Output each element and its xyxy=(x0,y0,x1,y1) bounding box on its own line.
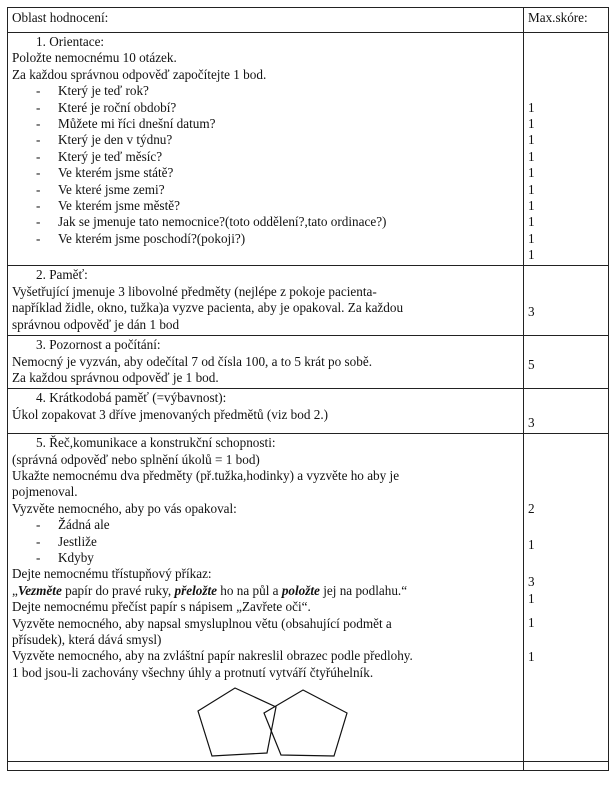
repeat-word: - Kdyby xyxy=(36,549,94,565)
area-header: Oblast hodnocení: xyxy=(8,8,524,33)
section-text: Vyšetřující jmenuje 3 libovolné předměty (nejlépe z pokoje pacienta- xyxy=(12,283,377,299)
score-value: 1 xyxy=(528,214,535,230)
score-value: 1 xyxy=(528,649,535,665)
section-text: Za každou správnou odpověď započítejte 1 bod. xyxy=(12,66,267,82)
section-text: Ukažte nemocnému dva předměty (př.tužka,hodinky) a vyzvěte ho aby je xyxy=(12,467,400,483)
score-value: 1 xyxy=(528,132,535,148)
section-title: 4. Krátkodobá paměť (=výbavnost): xyxy=(36,390,227,406)
assessment-table xyxy=(7,7,609,771)
pentagon-right xyxy=(264,690,347,756)
section-text: Dejte nemocnému třístupňový příkaz: xyxy=(12,566,212,582)
section-short-memory xyxy=(8,389,609,434)
table-continuation xyxy=(8,762,609,771)
intersecting-pentagons-figure xyxy=(195,685,355,759)
section-memory xyxy=(8,266,609,336)
pentagon-left xyxy=(198,688,276,756)
score-value: 3 xyxy=(528,414,535,430)
score-value: 1 xyxy=(528,115,535,131)
score-value: 1 xyxy=(528,181,535,197)
question-item: - Ve kterém jsme poschodí?(pokoji?) xyxy=(36,230,246,246)
section-text: Vyzvěte nemocného, aby po vás opakoval: xyxy=(12,500,237,516)
question-item: - Který je den v týdnu? xyxy=(36,132,173,148)
section-title: 1. Orientace: xyxy=(36,34,105,49)
section-text: Za každou správnou odpověď je 1 bod. xyxy=(12,369,219,385)
score-value: 1 xyxy=(528,148,535,164)
section-text: Vyzvěte nemocného, aby na zvláštní papír nakreslil obrazec podle předlohy. xyxy=(12,648,413,664)
score-value: 1 xyxy=(528,247,535,263)
section-attention xyxy=(8,336,609,389)
section-text: Úkol zopakovat 3 dříve jmenovaných předmětů (viz bod 2.) xyxy=(12,406,329,422)
section-title: 3. Pozornost a počítání: xyxy=(36,337,161,353)
section-orientation xyxy=(8,33,609,266)
section-text: Položte nemocnému 10 otázek. xyxy=(12,50,177,66)
repeat-word: - Žádná ale xyxy=(36,517,110,533)
section-title: 2. Paměť: xyxy=(36,267,88,283)
repeat-word: - Jestliže xyxy=(36,533,97,549)
section-text: 1 bod jsou-li zachovány všechny úhly a protnutí vytváří čtyřúhelník. xyxy=(12,664,374,680)
question-item: - Který je teď měsíc? xyxy=(36,148,163,164)
score-value: 3 xyxy=(528,574,535,590)
question-item: - Které je roční období? xyxy=(36,99,177,115)
section-title: 5. Řeč,komunikace a konstrukční schopnosti: xyxy=(36,435,276,451)
section-text: například židle, okno, tužka)a vyzve pacienta, aby je opakoval. Za každou xyxy=(12,300,404,316)
section-text: přísudek), která dává smysl) xyxy=(12,631,162,647)
question-item: - Který je teď rok? xyxy=(36,83,149,99)
score-value: 1 xyxy=(528,197,535,213)
question-item: - Jak se jmenuje tato nemocnice?(toto oddělení?,tato ordinace?) xyxy=(36,214,387,230)
orientation-scores xyxy=(524,33,609,266)
score-value: 5 xyxy=(528,357,535,373)
section-language xyxy=(8,434,609,762)
score-value: 2 xyxy=(528,500,535,516)
max-score-header: Max.skóre: xyxy=(524,8,609,33)
three-step-command: „Vezměte papír do pravé ruky, přeložte ho na půl a položte jej na podlahu.“ xyxy=(12,582,408,598)
section-text: Vyzvěte nemocného, aby napsal smysluplnou větu (obsahující podmět a xyxy=(12,615,392,631)
section-text: pojmenoval. xyxy=(12,484,78,500)
question-item: - Můžete mi říci dnešní datum? xyxy=(36,116,216,132)
section-text: Nemocný je vyzván, aby odečítal 7 od čísla 100, a to 5 krát po sobě. xyxy=(12,353,372,369)
question-item: - Ve kterém jsme státě? xyxy=(36,165,174,181)
header-row xyxy=(8,8,609,33)
score-value: 1 xyxy=(528,590,535,606)
score-value: 1 xyxy=(528,230,535,246)
score-value: 1 xyxy=(528,165,535,181)
question-item: - Ve které jsme zemi? xyxy=(36,181,165,197)
mmse-form xyxy=(7,7,608,793)
section-text: Dejte nemocnému přečíst papír s nápisem „Zavřete oči“. xyxy=(12,599,311,615)
score-value: 1 xyxy=(528,537,535,553)
question-item: - Ve kterém jsme městě? xyxy=(36,198,180,214)
section-text: (správná odpověď nebo splnění úkolů = 1 bod) xyxy=(12,451,260,467)
score-value: 3 xyxy=(528,304,535,320)
score-value: 1 xyxy=(528,99,535,115)
score-value: 1 xyxy=(528,615,535,630)
section-text: správnou odpověď je dán 1 bod xyxy=(12,316,180,332)
